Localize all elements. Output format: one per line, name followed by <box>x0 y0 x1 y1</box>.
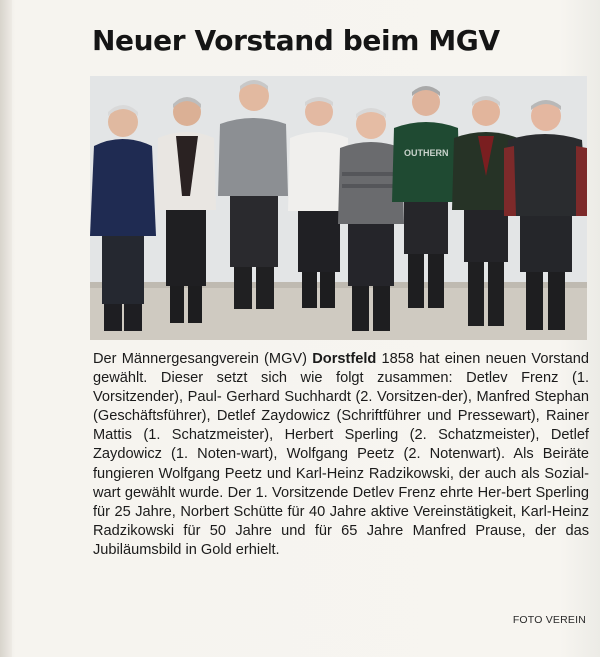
article-body <box>93 350 589 560</box>
article-body-rest: 1858 hat einen neuen Vorstand gewählt. Dieser setzt sich wie folgt zusammen: Detlev Frenz (1. Vorsitzender), Paul- Gerhard Suchhardt (2. Vorsitzen-der), Manfred Stephan (Geschäftsführer), Detlef Zaydowicz (Schriftführer und Pressewart), Rainer Mattis (1. Schatzmeister), Herbert Sperling (2. Schatzmeister), Detlef Zaydowicz (1. Noten-wart), Wolfgang Peetz (2. Notenwart). Als Beiräte fungieren Wolfgang Peetz und Karl-Heinz Radzikowski, der auch als Sozial-wart gewählt wurde. Der 1. Vorsitzende Detlev Frenz ehrte Her-bert Sperling für 25 Jahre, Norbert Schütte für 40 Jahre aktive Vereinstätigkeit, Karl-Heinz Radzikowski für 50 Jahre und für 65 Jahre Manfred Prause, der das Jubiläumsbild in Gold erhielt. <box>93 351 590 558</box>
paper-edge-shadow <box>0 0 12 657</box>
svg-text:OUTHERN: OUTHERN <box>404 148 449 158</box>
article-body-intro: Der Männergesangverein (MGV) <box>93 351 313 367</box>
article-body-place: Dorstfeld <box>312 351 377 367</box>
article-headline: Neuer Vorstand beim MGV <box>92 24 500 57</box>
group-photo-illustration <box>90 76 587 340</box>
photo-credit: FOTO VEREIN <box>512 614 586 626</box>
group-photo <box>90 76 587 340</box>
